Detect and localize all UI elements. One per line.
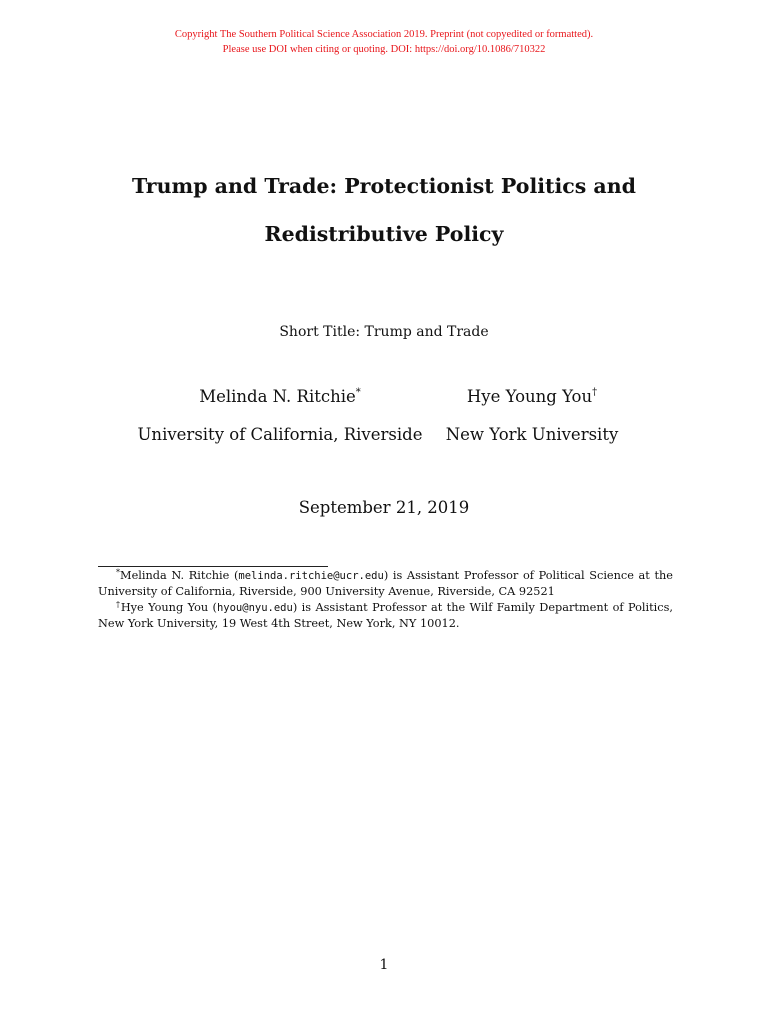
footnote-1-name: Melinda N. Ritchie ( [120, 569, 239, 582]
author-2-name-line [434, 378, 630, 416]
copyright-line-2: Please use DOI when citing or quoting. DOI: https://doi.org/10.1086/710322 [222, 44, 546, 55]
paper-date: September 21, 2019 [298, 498, 470, 517]
footnote-1-email[interactable]: melinda.ritchie@ucr.edu [238, 570, 384, 582]
footnote-1-text: ) is Assistant Professor of Political Science at the University of California, Riverside, 900 University Avenue, Riverside, CA 92521 [98, 569, 673, 598]
author-2-affiliation: New York University [445, 425, 619, 444]
footnote-2-text: ) is Assistant Professor at the Wilf Family Department of Politics, New York University, 19 West 4th Street, New York, NY 10012. [98, 601, 673, 630]
footnote-1 [98, 568, 673, 600]
short-title: Short Title: Trump and Trade [279, 324, 489, 340]
footnote-2-name: Hye Young You ( [120, 601, 217, 614]
footnote-2-email[interactable]: hyou@nyu.edu [216, 602, 293, 614]
footnote-rule [98, 566, 328, 567]
author-2 [434, 378, 630, 454]
author-2-name: Hye Young You [466, 387, 593, 406]
footnote-2 [98, 600, 673, 632]
footnote-1-mark: * [116, 568, 120, 577]
title-line-2: Redistributive Policy [264, 222, 504, 246]
copyright-notice [0, 27, 768, 57]
author-1-name-line [132, 378, 428, 416]
paper-title [0, 162, 768, 258]
author-1-footnote-mark: * [355, 387, 361, 398]
author-2-footnote-mark: † [592, 387, 598, 398]
author-1-name: Melinda N. Ritchie [199, 387, 356, 406]
footnote-2-mark: † [116, 600, 121, 609]
author-1 [132, 378, 428, 454]
footnotes [98, 568, 673, 632]
author-1-affiliation: University of California, Riverside [137, 425, 423, 444]
copyright-line-1: Copyright The Southern Political Science Association 2019. Preprint (not copyedited or formatted). [174, 29, 594, 40]
title-line-1: Trump and Trade: Protectionist Politics and [132, 174, 636, 198]
author-block [0, 378, 768, 448]
page-number: 1 [379, 957, 389, 973]
